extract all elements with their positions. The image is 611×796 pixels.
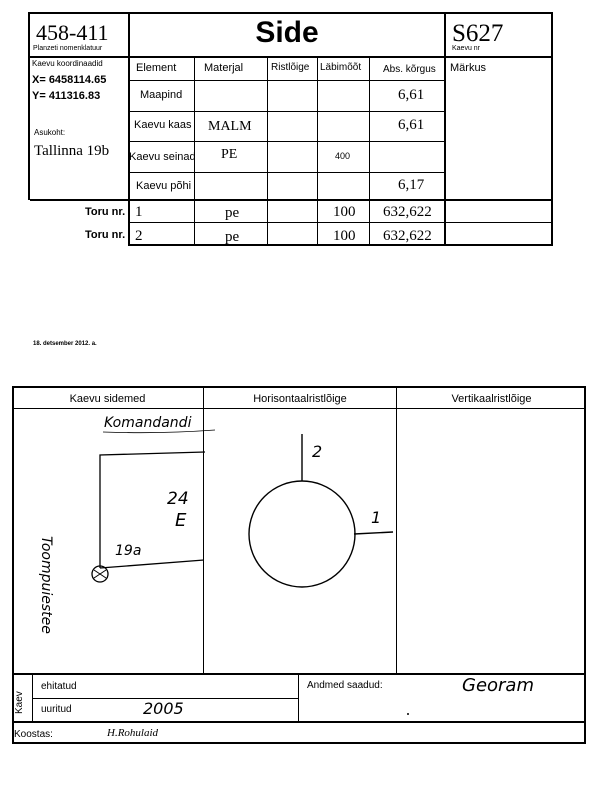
pipe-number: 1 bbox=[135, 204, 143, 220]
address-label: 19a bbox=[115, 543, 142, 559]
sketch-header-vertical: Vertikaalristlõige bbox=[451, 393, 532, 405]
location-label: Asukoht: bbox=[34, 128, 66, 137]
surveyed-year: 2005 bbox=[143, 699, 184, 718]
pipe-material: pe bbox=[225, 229, 240, 245]
street-side-label: Toompuiestee bbox=[38, 536, 54, 634]
col-header-material: Materjal bbox=[204, 62, 244, 74]
row-element: Kaevu kaas bbox=[134, 119, 192, 131]
row-material: PE bbox=[221, 147, 238, 162]
page-title: Side bbox=[255, 16, 319, 49]
row-element: Maapind bbox=[140, 89, 183, 101]
pipe-material: pe bbox=[225, 205, 240, 221]
row-diameter: 400 bbox=[335, 151, 351, 161]
pipe-2-label: 2 bbox=[312, 442, 323, 461]
well-number-label: Kaevu nr bbox=[452, 45, 481, 52]
pipe-diameter: 100 bbox=[333, 204, 356, 220]
row-material: MALM bbox=[208, 119, 252, 134]
built-label: ehitatud bbox=[41, 681, 77, 692]
divider bbox=[298, 675, 299, 722]
sketch-header-horizontal: Horisontaalristlõige bbox=[253, 393, 347, 405]
data-from-label: Andmed saadud: bbox=[307, 680, 383, 691]
col-header-remarks: Märkus bbox=[450, 62, 487, 74]
compiled-label: Koostas: bbox=[14, 729, 53, 740]
pipe-abs-height: 632,622 bbox=[383, 228, 432, 244]
col-header-abs-height: Abs. kõrgus bbox=[383, 64, 436, 75]
data-source-signature: Georam bbox=[462, 675, 534, 696]
surveyed-label: uuritud bbox=[41, 704, 72, 715]
coordinate-y: Y= 411316.83 bbox=[32, 90, 101, 102]
sketch-header-connections: Kaevu sidemed bbox=[69, 393, 146, 405]
nomenclature-label: Planzeti nomenklatuur bbox=[33, 45, 103, 52]
pipe-abs-height: 632,622 bbox=[383, 204, 432, 220]
divider bbox=[12, 742, 586, 744]
divider bbox=[12, 721, 586, 723]
dot-mark bbox=[407, 713, 409, 715]
building-letter-label: E bbox=[175, 510, 187, 531]
building-number-label: 24 bbox=[167, 489, 189, 509]
well-circle bbox=[249, 481, 355, 587]
coordinate-x: X= 6458114.65 bbox=[32, 74, 107, 86]
pipe-label: Toru nr. bbox=[85, 229, 126, 241]
pipe-1-line bbox=[354, 532, 393, 534]
compiled-value: H.Rohulaid bbox=[107, 727, 159, 739]
nomenclature-code: 458-411 bbox=[36, 20, 109, 45]
row-abs-height: 6,61 bbox=[398, 117, 425, 133]
pipe-label: Toru nr. bbox=[85, 206, 126, 218]
pipe-diameter: 100 bbox=[333, 228, 356, 244]
row-element: Kaevu seinad bbox=[129, 151, 196, 163]
street-top-label: Komandandi bbox=[104, 415, 192, 431]
coordinates-label: Kaevu koordinaadid bbox=[32, 59, 103, 68]
location-value: Tallinna 19b bbox=[34, 143, 110, 159]
pipe-1-label: 1 bbox=[371, 508, 382, 527]
col-header-cross-section: Ristlõige bbox=[271, 62, 310, 73]
side-label: Kaev bbox=[14, 691, 25, 714]
row-element: Kaevu põhi bbox=[136, 180, 192, 192]
row-abs-height: 6,17 bbox=[398, 177, 425, 193]
pipe-number: 2 bbox=[135, 228, 143, 244]
well-number: S627 bbox=[452, 20, 504, 47]
document-date: 18. detsember 2012. a. bbox=[33, 341, 97, 347]
col-header-diameter: Läbimõõt bbox=[320, 62, 362, 73]
row-abs-height: 6,61 bbox=[398, 87, 425, 103]
col-header-element: Element bbox=[136, 62, 177, 74]
